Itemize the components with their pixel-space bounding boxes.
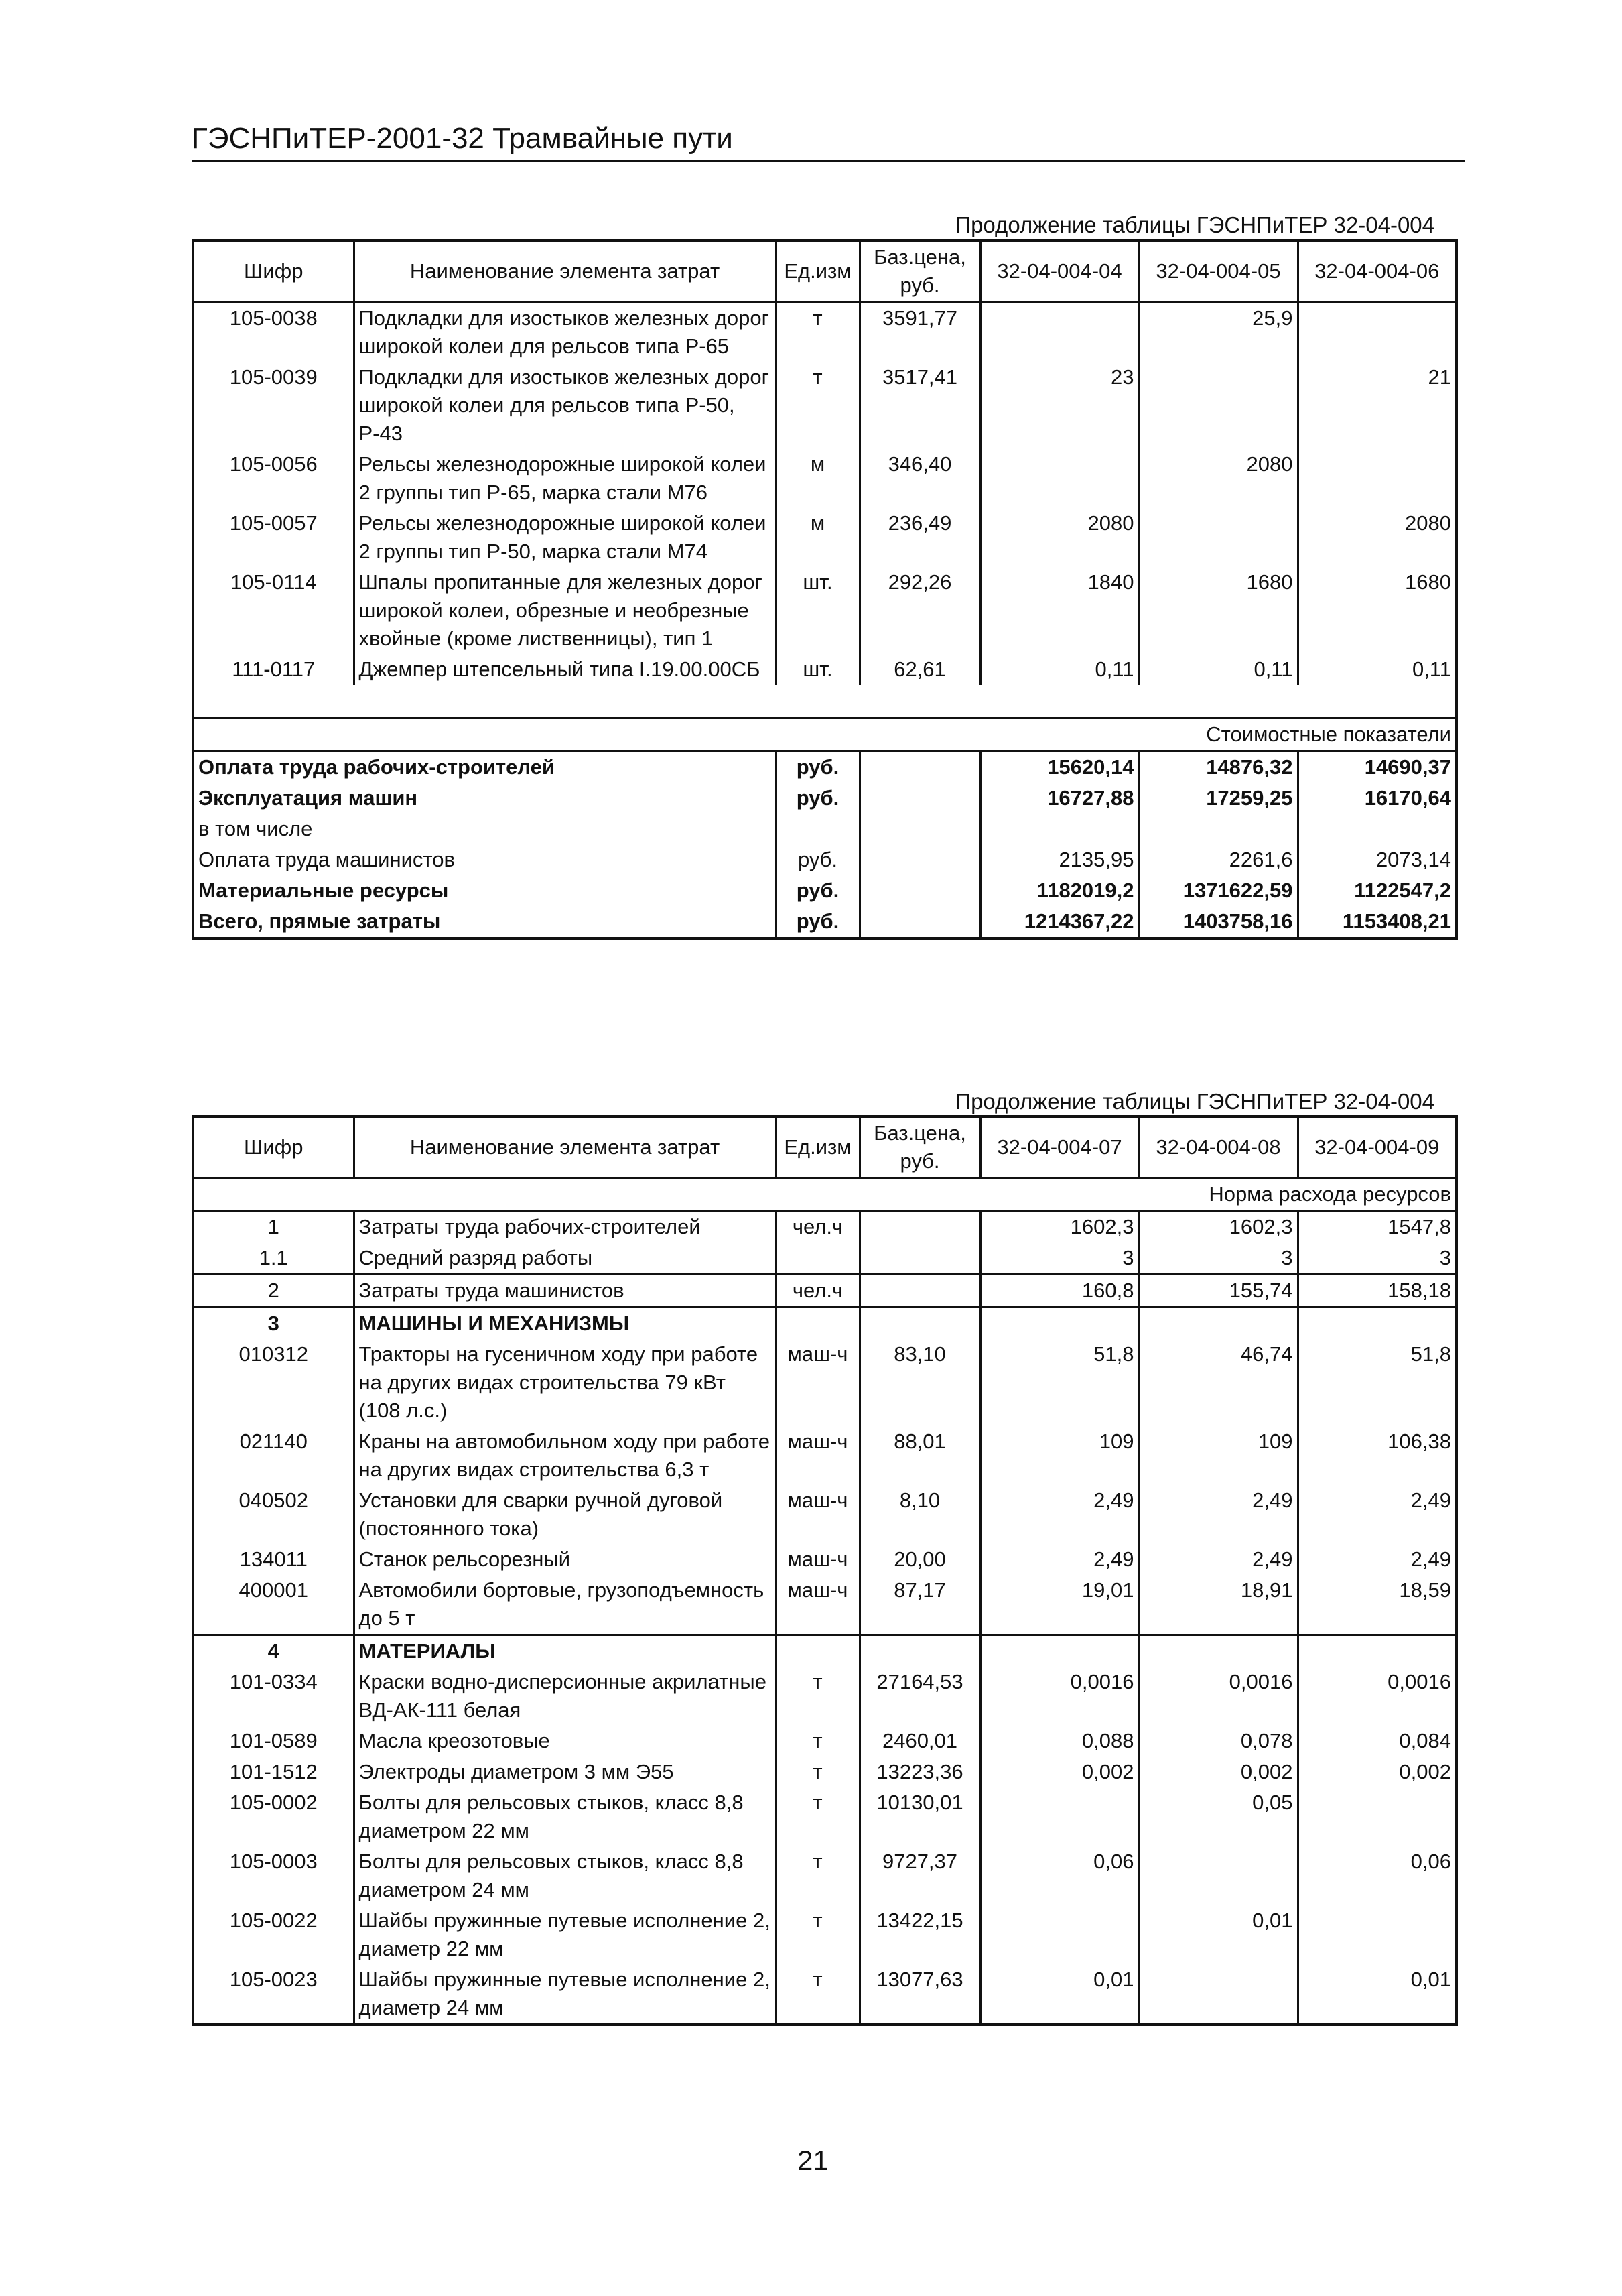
cell-unit: маш-ч bbox=[776, 1575, 860, 1635]
summary-price-empty bbox=[860, 783, 980, 814]
cell-price: 13422,15 bbox=[860, 1905, 980, 1964]
cell-norm: 46,74 bbox=[1139, 1339, 1298, 1426]
cell-norm: 0,06 bbox=[1298, 1846, 1457, 1905]
cell-norm bbox=[980, 1308, 1139, 1340]
summary-unit: руб. bbox=[776, 906, 860, 938]
cell-norm: 18,91 bbox=[1139, 1575, 1298, 1635]
cell-name: Краски водно-дисперсионные акрилатные ВД-АК-111 белая bbox=[354, 1667, 776, 1726]
cell-unit: т bbox=[776, 1726, 860, 1757]
table-row bbox=[193, 1308, 1457, 1340]
summary-value: 2073,14 bbox=[1298, 844, 1457, 875]
summary-label: Материальные ресурсы bbox=[193, 875, 776, 906]
table-row bbox=[193, 1635, 1457, 1667]
cell-name: МАШИНЫ И МЕХАНИЗМЫ bbox=[354, 1308, 776, 1340]
cell-norm bbox=[1298, 1635, 1457, 1667]
summary-label: в том числе bbox=[193, 814, 776, 844]
cell-price: 10130,01 bbox=[860, 1787, 980, 1846]
cell-norm: 23 bbox=[980, 362, 1139, 449]
summary-value: 14876,32 bbox=[1139, 751, 1298, 783]
table-row bbox=[193, 1242, 1457, 1275]
summary-row bbox=[193, 844, 1457, 875]
cell-norm: 3 bbox=[1139, 1242, 1298, 1275]
cell-price: 346,40 bbox=[860, 449, 980, 508]
cell-norm: 2,49 bbox=[1298, 1544, 1457, 1575]
cell-unit: маш-ч bbox=[776, 1339, 860, 1426]
cell-norm: 25,9 bbox=[1139, 302, 1298, 363]
cell-norm: 2080 bbox=[1298, 508, 1457, 567]
cell-unit: маш-ч bbox=[776, 1544, 860, 1575]
cell-name: Рельсы железнодорожные широкой колеи 2 группы тип Р-50, марка стали М74 bbox=[354, 508, 776, 567]
cell-unit: шт. bbox=[776, 654, 860, 685]
cell-name: Станок рельсорезный bbox=[354, 1544, 776, 1575]
cell-code: 134011 bbox=[193, 1544, 354, 1575]
table2-caption: Продолжение таблицы ГЭСНПиТЕР 32-04-004 bbox=[955, 1089, 1434, 1114]
cell-norm: 2,49 bbox=[980, 1485, 1139, 1544]
cell-norm: 155,74 bbox=[1139, 1275, 1298, 1308]
cell-price: 8,10 bbox=[860, 1485, 980, 1544]
summary-row bbox=[193, 751, 1457, 783]
summary-unit: руб. bbox=[776, 751, 860, 783]
cell-norm bbox=[980, 1905, 1139, 1964]
cell-unit: т bbox=[776, 1757, 860, 1787]
cell-code: 105-0002 bbox=[193, 1787, 354, 1846]
summary-row bbox=[193, 814, 1457, 844]
cell-unit: т bbox=[776, 1787, 860, 1846]
cell-norm: 2,49 bbox=[1139, 1544, 1298, 1575]
cell-name: Болты для рельсовых стыков, класс 8,8 диаметром 24 мм bbox=[354, 1846, 776, 1905]
cell-price: 292,26 bbox=[860, 567, 980, 654]
cell-norm bbox=[980, 1787, 1139, 1846]
cell-name: МАТЕРИАЛЫ bbox=[354, 1635, 776, 1667]
cell-norm: 109 bbox=[1139, 1426, 1298, 1485]
cell-name: Болты для рельсовых стыков, класс 8,8 диаметром 22 мм bbox=[354, 1787, 776, 1846]
table-row bbox=[193, 654, 1457, 685]
cell-unit bbox=[776, 1242, 860, 1275]
cell-norm bbox=[1139, 1964, 1298, 2025]
resource-cost-table-1 bbox=[192, 239, 1458, 940]
cell-unit: м bbox=[776, 508, 860, 567]
table-row bbox=[193, 1757, 1457, 1787]
cell-norm bbox=[980, 449, 1139, 508]
summary-value: 2261,6 bbox=[1139, 844, 1298, 875]
cell-norm: 0,002 bbox=[1139, 1757, 1298, 1787]
cell-norm: 0,0016 bbox=[1139, 1667, 1298, 1726]
summary-price-empty bbox=[860, 906, 980, 938]
cell-norm: 2080 bbox=[980, 508, 1139, 567]
cell-unit: шт. bbox=[776, 567, 860, 654]
col-header-price: Баз.цена, руб. bbox=[860, 241, 980, 302]
cell-unit: т bbox=[776, 1905, 860, 1964]
cell-unit: т bbox=[776, 362, 860, 449]
cell-price: 2460,01 bbox=[860, 1726, 980, 1757]
col-header-norm-08: 32-04-004-08 bbox=[1139, 1117, 1298, 1178]
col-header-norm-06: 32-04-004-06 bbox=[1298, 241, 1457, 302]
summary-value: 16170,64 bbox=[1298, 783, 1457, 814]
col-header-name: Наименование элемента затрат bbox=[354, 1117, 776, 1178]
cell-price: 62,61 bbox=[860, 654, 980, 685]
cell-norm: 106,38 bbox=[1298, 1426, 1457, 1485]
table2-header-row bbox=[193, 1117, 1457, 1178]
cell-name: Шайбы пружинные путевые исполнение 2, диаметр 22 мм bbox=[354, 1905, 776, 1964]
col-header-code: Шифр bbox=[193, 241, 354, 302]
cell-code: 3 bbox=[193, 1308, 354, 1340]
summary-label: Эксплуатация машин bbox=[193, 783, 776, 814]
cell-norm: 0,11 bbox=[1298, 654, 1457, 685]
summary-row bbox=[193, 875, 1457, 906]
summary-value: 1182019,2 bbox=[980, 875, 1139, 906]
summary-value: 15620,14 bbox=[980, 751, 1139, 783]
cell-price: 20,00 bbox=[860, 1544, 980, 1575]
summary-row bbox=[193, 906, 1457, 938]
table-row bbox=[193, 1544, 1457, 1575]
cell-norm: 0,01 bbox=[980, 1964, 1139, 2025]
summary-value: 2135,95 bbox=[980, 844, 1139, 875]
col-header-price: Баз.цена, руб. bbox=[860, 1117, 980, 1178]
cell-name: Шайбы пружинные путевые исполнение 2, диаметр 24 мм bbox=[354, 1964, 776, 2025]
cell-norm: 2,49 bbox=[1298, 1485, 1457, 1544]
col-header-code: Шифр bbox=[193, 1117, 354, 1178]
cell-name: Масла креозотовые bbox=[354, 1726, 776, 1757]
col-header-unit: Ед.изм bbox=[776, 1117, 860, 1178]
cell-price: 13223,36 bbox=[860, 1757, 980, 1787]
cell-price bbox=[860, 1211, 980, 1243]
cell-norm: 0,06 bbox=[980, 1846, 1139, 1905]
cell-norm: 0,002 bbox=[1298, 1757, 1457, 1787]
cell-name: Затраты труда машинистов bbox=[354, 1275, 776, 1308]
cell-price: 87,17 bbox=[860, 1575, 980, 1635]
cell-norm: 51,8 bbox=[1298, 1339, 1457, 1426]
cell-price: 88,01 bbox=[860, 1426, 980, 1485]
cell-norm: 1840 bbox=[980, 567, 1139, 654]
cell-norm: 0,0016 bbox=[980, 1667, 1139, 1726]
cell-code: 101-0589 bbox=[193, 1726, 354, 1757]
cell-norm: 3 bbox=[980, 1242, 1139, 1275]
cell-norm bbox=[980, 1635, 1139, 1667]
cell-norm bbox=[1298, 302, 1457, 363]
table-row bbox=[193, 1787, 1457, 1846]
cell-norm: 0,11 bbox=[1139, 654, 1298, 685]
header-rule bbox=[192, 160, 1465, 162]
cell-code: 105-0023 bbox=[193, 1964, 354, 2025]
summary-value bbox=[980, 814, 1139, 844]
cell-code: 1.1 bbox=[193, 1242, 354, 1275]
cell-norm bbox=[1139, 1308, 1298, 1340]
summary-price-empty bbox=[860, 875, 980, 906]
cell-name: Электроды диаметром 3 мм Э55 bbox=[354, 1757, 776, 1787]
cell-price: 3517,41 bbox=[860, 362, 980, 449]
summary-unit: руб. bbox=[776, 783, 860, 814]
cell-norm: 2,49 bbox=[980, 1544, 1139, 1575]
cell-unit: чел.ч bbox=[776, 1275, 860, 1308]
summary-price-empty bbox=[860, 844, 980, 875]
cell-norm bbox=[1298, 449, 1457, 508]
cell-norm: 0,088 bbox=[980, 1726, 1139, 1757]
cell-code: 105-0039 bbox=[193, 362, 354, 449]
page-number: 21 bbox=[797, 2145, 829, 2176]
table-row bbox=[193, 449, 1457, 508]
cell-code: 101-1512 bbox=[193, 1757, 354, 1787]
cell-price bbox=[860, 1308, 980, 1340]
spacer-row bbox=[193, 685, 1457, 718]
cell-price bbox=[860, 1635, 980, 1667]
cell-code: 105-0114 bbox=[193, 567, 354, 654]
cell-norm bbox=[1298, 1787, 1457, 1846]
table-row bbox=[193, 302, 1457, 363]
cell-code: 010312 bbox=[193, 1339, 354, 1426]
cell-price: 27164,53 bbox=[860, 1667, 980, 1726]
cell-norm bbox=[1139, 1635, 1298, 1667]
cell-name: Рельсы железнодорожные широкой колеи 2 группы тип Р-65, марка стали М76 bbox=[354, 449, 776, 508]
summary-value: 1153408,21 bbox=[1298, 906, 1457, 938]
cell-norm: 1602,3 bbox=[1139, 1211, 1298, 1243]
col-header-unit: Ед.изм bbox=[776, 241, 860, 302]
table-row bbox=[193, 1426, 1457, 1485]
cell-name: Средний разряд работы bbox=[354, 1242, 776, 1275]
summary-value bbox=[1298, 814, 1457, 844]
table1-header-row bbox=[193, 241, 1457, 302]
cell-norm bbox=[1298, 1905, 1457, 1964]
col-header-name: Наименование элемента затрат bbox=[354, 241, 776, 302]
cell-name: Подкладки для изостыков железных дорог широкой колеи для рельсов типа Р-50, Р-43 bbox=[354, 362, 776, 449]
cell-norm: 2,49 bbox=[1139, 1485, 1298, 1544]
cell-norm bbox=[1139, 508, 1298, 567]
cell-name: Установки для сварки ручной дуговой (постоянного тока) bbox=[354, 1485, 776, 1544]
section-label-cost: Стоимостные показатели bbox=[193, 718, 1457, 751]
cell-name: Подкладки для изостыков железных дорог широкой колеи для рельсов типа Р-65 bbox=[354, 302, 776, 363]
col-header-norm-09: 32-04-004-09 bbox=[1298, 1117, 1457, 1178]
cell-name: Тракторы на гусеничном ходу при работе на других видах строительства 79 кВт (108 л.с.) bbox=[354, 1339, 776, 1426]
summary-unit bbox=[776, 814, 860, 844]
cell-code: 101-0334 bbox=[193, 1667, 354, 1726]
table-row bbox=[193, 1726, 1457, 1757]
summary-unit: руб. bbox=[776, 875, 860, 906]
cell-name: Шпалы пропитанные для железных дорог широкой колеи, обрезные и необрезные хвойные (кроме лиственницы), тип 1 bbox=[354, 567, 776, 654]
cell-code: 021140 bbox=[193, 1426, 354, 1485]
summary-value: 1371622,59 bbox=[1139, 875, 1298, 906]
summary-price-empty bbox=[860, 751, 980, 783]
col-header-norm-07: 32-04-004-07 bbox=[980, 1117, 1139, 1178]
cell-norm: 0,084 bbox=[1298, 1726, 1457, 1757]
cell-unit bbox=[776, 1635, 860, 1667]
cell-norm: 19,01 bbox=[980, 1575, 1139, 1635]
table-row bbox=[193, 1846, 1457, 1905]
cell-price: 83,10 bbox=[860, 1339, 980, 1426]
table-row bbox=[193, 1667, 1457, 1726]
cell-norm: 1680 bbox=[1139, 567, 1298, 654]
cell-unit: м bbox=[776, 449, 860, 508]
cell-name: Джемпер штепсельный типа I.19.00.00СБ bbox=[354, 654, 776, 685]
resource-cost-table-2 bbox=[192, 1115, 1458, 2026]
cell-price bbox=[860, 1275, 980, 1308]
table-row bbox=[193, 567, 1457, 654]
table-row bbox=[193, 1339, 1457, 1426]
cell-unit: т bbox=[776, 1846, 860, 1905]
section-label-row bbox=[193, 718, 1457, 751]
table1-caption: Продолжение таблицы ГЭСНПиТЕР 32-04-004 bbox=[955, 212, 1434, 237]
table-row bbox=[193, 1275, 1457, 1308]
summary-label: Всего, прямые затраты bbox=[193, 906, 776, 938]
table-row bbox=[193, 362, 1457, 449]
cell-norm: 0,0016 bbox=[1298, 1667, 1457, 1726]
cell-code: 105-0003 bbox=[193, 1846, 354, 1905]
summary-price-empty bbox=[860, 814, 980, 844]
cell-norm: 18,59 bbox=[1298, 1575, 1457, 1635]
cell-norm: 1602,3 bbox=[980, 1211, 1139, 1243]
cell-code: 4 bbox=[193, 1635, 354, 1667]
cell-norm: 0,05 bbox=[1139, 1787, 1298, 1846]
cell-code: 2 bbox=[193, 1275, 354, 1308]
cell-code: 105-0057 bbox=[193, 508, 354, 567]
cell-unit bbox=[776, 1308, 860, 1340]
cell-code: 105-0056 bbox=[193, 449, 354, 508]
col-header-norm-04: 32-04-004-04 bbox=[980, 241, 1139, 302]
cell-unit: т bbox=[776, 1964, 860, 2025]
cell-unit: маш-ч bbox=[776, 1426, 860, 1485]
cell-price: 9727,37 bbox=[860, 1846, 980, 1905]
summary-value bbox=[1139, 814, 1298, 844]
table-row bbox=[193, 1964, 1457, 2025]
summary-value: 1122547,2 bbox=[1298, 875, 1457, 906]
section-label-row bbox=[193, 1178, 1457, 1211]
summary-label: Оплата труда машинистов bbox=[193, 844, 776, 875]
cell-norm: 3 bbox=[1298, 1242, 1457, 1275]
summary-value: 14690,37 bbox=[1298, 751, 1457, 783]
cell-norm: 21 bbox=[1298, 362, 1457, 449]
cell-norm bbox=[1298, 1308, 1457, 1340]
col-header-norm-05: 32-04-004-05 bbox=[1139, 241, 1298, 302]
cell-norm: 0,078 bbox=[1139, 1726, 1298, 1757]
cell-unit: т bbox=[776, 1667, 860, 1726]
cell-norm: 0,01 bbox=[1139, 1905, 1298, 1964]
cell-code: 111-0117 bbox=[193, 654, 354, 685]
cell-unit: маш-ч bbox=[776, 1485, 860, 1544]
cell-norm: 109 bbox=[980, 1426, 1139, 1485]
summary-value: 17259,25 bbox=[1139, 783, 1298, 814]
cell-name: Краны на автомобильном ходу при работе на других видах строительства 6,3 т bbox=[354, 1426, 776, 1485]
cell-name: Автомобили бортовые, грузоподъемность до 5 т bbox=[354, 1575, 776, 1635]
page-header-title: ГЭСНПиТЕР-2001-32 Трамвайные пути bbox=[192, 122, 733, 155]
cell-name: Затраты труда рабочих-строителей bbox=[354, 1211, 776, 1243]
cell-norm: 0,11 bbox=[980, 654, 1139, 685]
cell-unit: т bbox=[776, 302, 860, 363]
cell-code: 040502 bbox=[193, 1485, 354, 1544]
summary-label: Оплата труда рабочих-строителей bbox=[193, 751, 776, 783]
cell-norm: 160,8 bbox=[980, 1275, 1139, 1308]
table-row bbox=[193, 1575, 1457, 1635]
cell-norm: 158,18 bbox=[1298, 1275, 1457, 1308]
summary-row bbox=[193, 783, 1457, 814]
cell-price: 3591,77 bbox=[860, 302, 980, 363]
cell-norm: 0,002 bbox=[980, 1757, 1139, 1787]
cell-norm: 2080 bbox=[1139, 449, 1298, 508]
cell-norm bbox=[980, 302, 1139, 363]
cell-code: 400001 bbox=[193, 1575, 354, 1635]
summary-value: 16727,88 bbox=[980, 783, 1139, 814]
cell-norm: 51,8 bbox=[980, 1339, 1139, 1426]
cell-price bbox=[860, 1242, 980, 1275]
cell-code: 105-0038 bbox=[193, 302, 354, 363]
cell-code: 1 bbox=[193, 1211, 354, 1243]
cell-unit: чел.ч bbox=[776, 1211, 860, 1243]
summary-unit: руб. bbox=[776, 844, 860, 875]
cell-code: 105-0022 bbox=[193, 1905, 354, 1964]
cell-norm bbox=[1139, 362, 1298, 449]
cell-price: 13077,63 bbox=[860, 1964, 980, 2025]
table-row bbox=[193, 508, 1457, 567]
section-label-norms: Норма расхода ресурсов bbox=[193, 1178, 1457, 1211]
cell-norm: 1547,8 bbox=[1298, 1211, 1457, 1243]
summary-value: 1403758,16 bbox=[1139, 906, 1298, 938]
table-row bbox=[193, 1485, 1457, 1544]
cell-norm: 1680 bbox=[1298, 567, 1457, 654]
table-row bbox=[193, 1905, 1457, 1964]
table-row bbox=[193, 1211, 1457, 1243]
cell-norm bbox=[1139, 1846, 1298, 1905]
cell-price: 236,49 bbox=[860, 508, 980, 567]
cell-norm: 0,01 bbox=[1298, 1964, 1457, 2025]
summary-value: 1214367,22 bbox=[980, 906, 1139, 938]
